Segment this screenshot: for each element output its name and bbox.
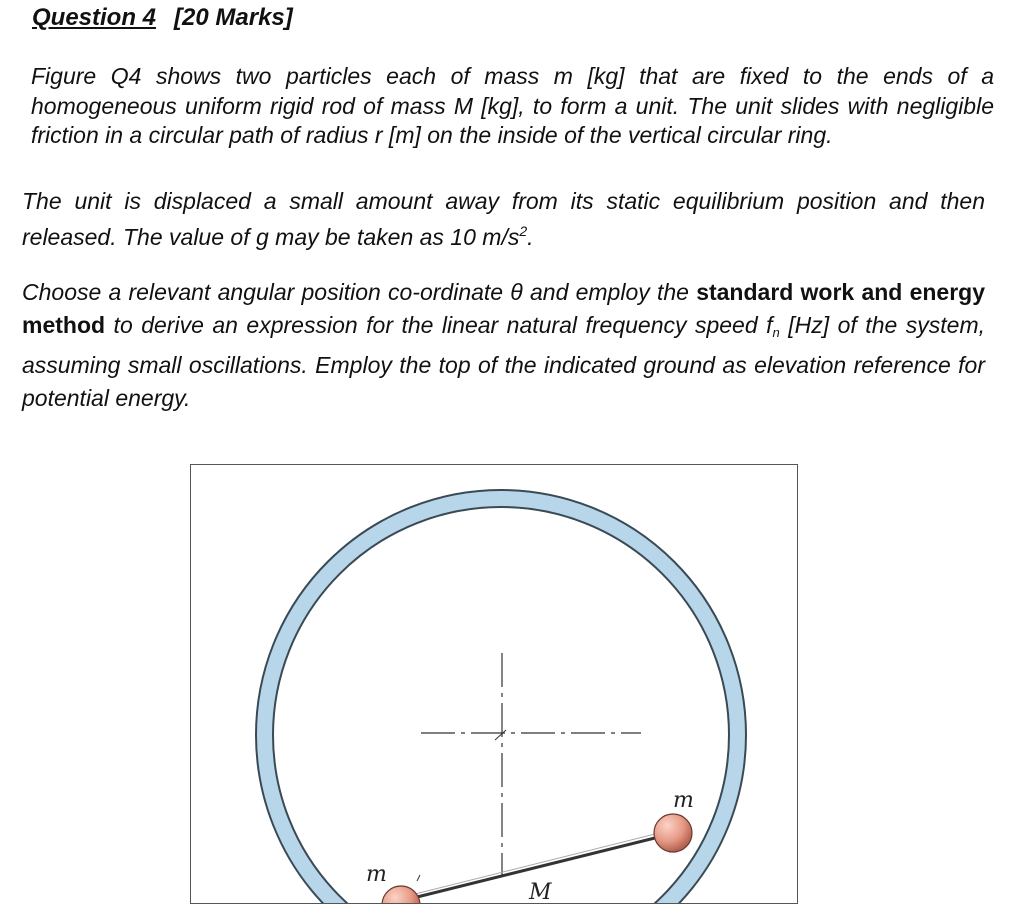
mass-right [654,814,692,852]
question-title: Question 4 [32,4,157,31]
question-marks: [20 Marks] [174,4,293,31]
figure-drawing [191,465,798,904]
frequency-subscript: n [772,324,780,340]
problem-paragraph-3 [22,276,985,414]
paragraph-3-part2: to derive an expression for the linear natural frequency speed f [105,311,773,338]
paragraph-2-end: . [527,223,534,250]
paragraph-3-part1: Choose a relevant angular position co-ordinate θ and employ the [22,279,697,305]
figure-q4 [190,464,798,904]
label-mass-left: m [366,862,387,887]
label-rod-mass: M [529,880,552,904]
problem-paragraph-1: Figure Q4 shows two particles each of mass m [kg] that are fixed to the ends of a homogeneous uniform rigid rod of mass M [kg], to form a unit. The unit slides with negligible friction in a circular path of radius r [m] on the inside of the vertical circular ring. [31,63,994,148]
question-heading [32,4,293,32]
problem-paragraph-2 [22,187,985,252]
units-superscript: 2 [519,222,528,239]
paragraph-2-text: The unit is displaced a small amount away from its static equilibrium position and then released. The value of g may be taken as 10 m/s [22,188,985,250]
label-mass-right: m [673,788,694,813]
paragraph-3-part3: [Hz] of the system, assuming small oscillations. Employ the top of the indicated ground as elevation reference for potential energy. [22,311,985,411]
method-bold-text: standard work and energy method [22,279,985,338]
